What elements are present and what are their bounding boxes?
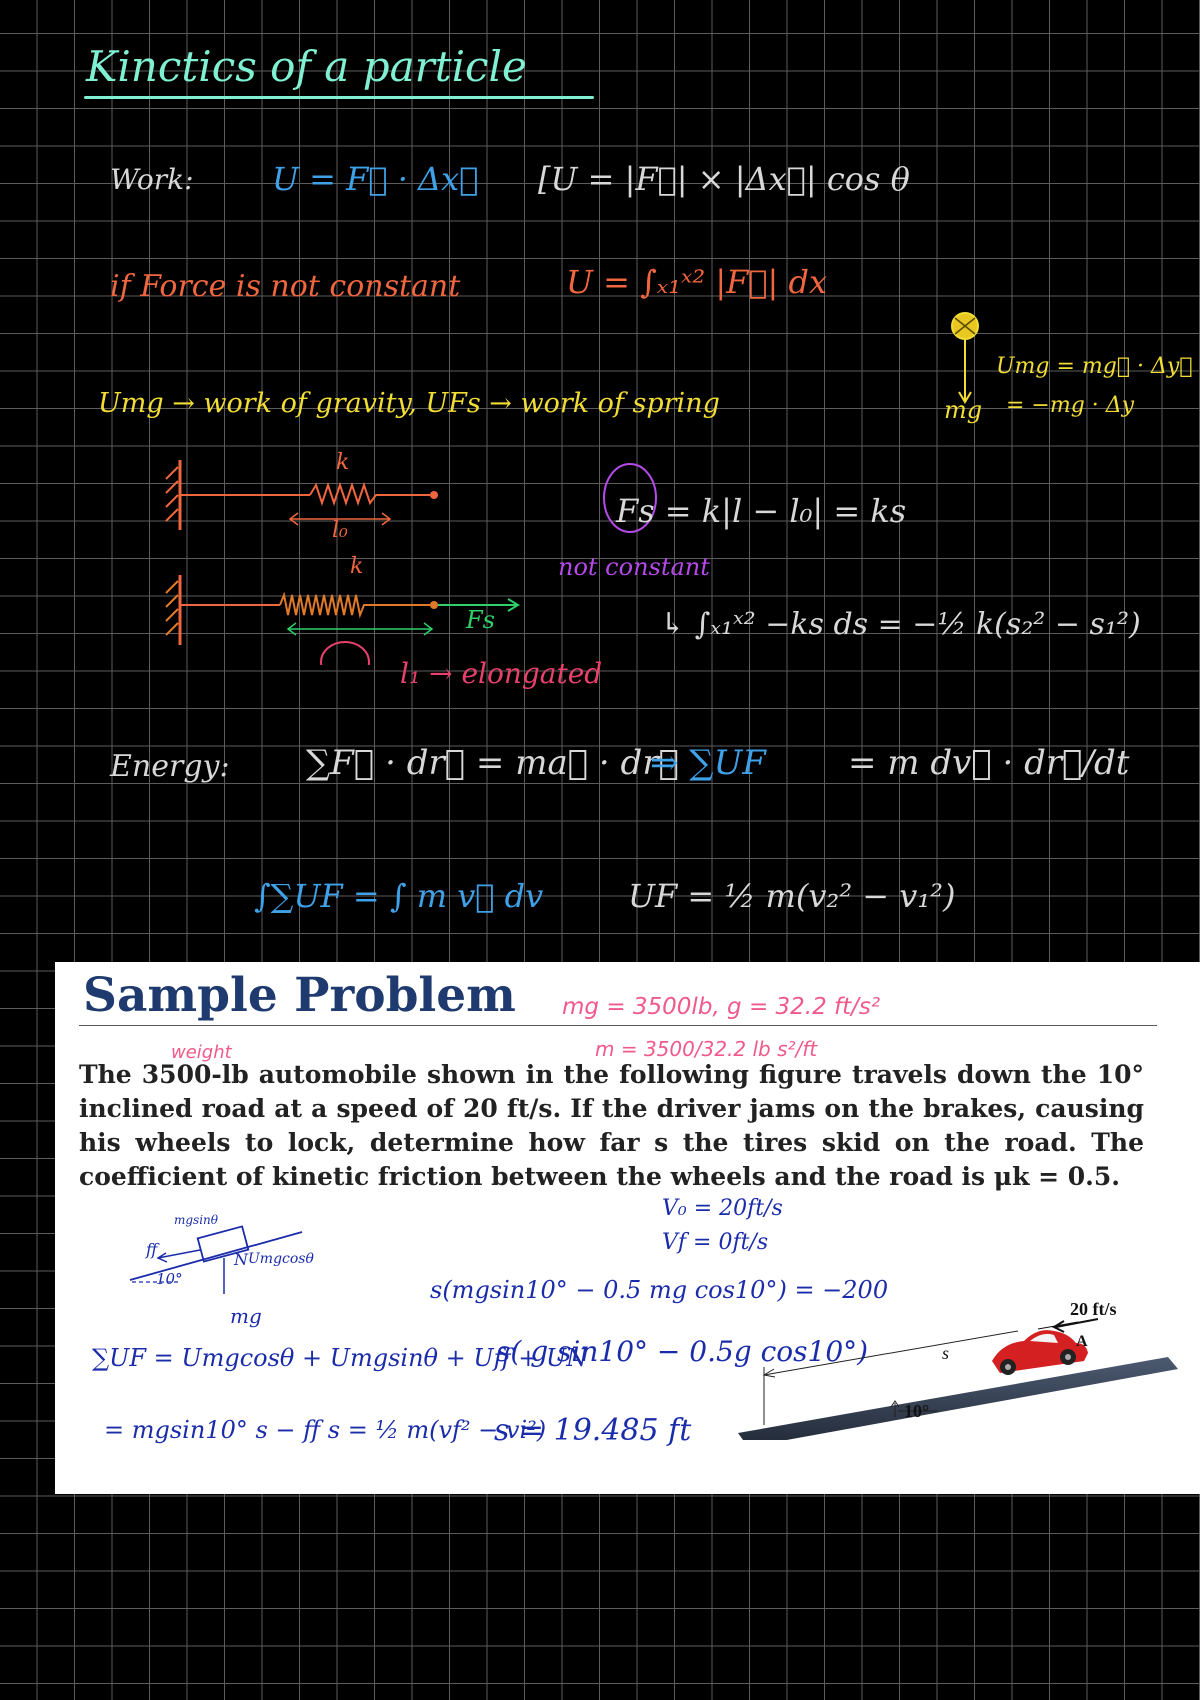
expanded-equation: = mgsin10° s − ff s = ½ m(vf² − vi²) <box>104 1416 547 1444</box>
energy-result: UF = ½ m(v₂² − v₁²) <box>628 877 956 915</box>
energy-equation-right: = m dv⃗ · dr⃗/dt <box>848 743 1130 783</box>
work-magnitude-equation: [U = |F⃗| × |Δx⃗| cos θ <box>538 160 910 198</box>
car-icon <box>992 1330 1088 1375</box>
skid-equation-2: s( g sin10° − 0.5g cos10°) <box>496 1335 869 1368</box>
incline-drawing <box>738 1305 1183 1440</box>
nonconstant-force-text: if Force is not constant <box>110 269 461 304</box>
mg-note: mg = 3500lb, g = 32.2 ft/s² <box>562 994 881 1020</box>
title-rule <box>79 1025 1157 1026</box>
gravity-work-equation: Umg = mg⃗ · Δy⃗ <box>996 354 1193 379</box>
final-velocity-note: Vf = 0ft/s <box>662 1230 769 1255</box>
problem-statement: The 3500-lb automobile shown in the following figure travels down the 10° inclined road at a speed of 20 ft/s. If the driver jams on the brakes, causing his wheels to lock, determine how far s the tires skid on the road. The coefficient of kinetic friction between the wheels and the road is μk = 0.5. <box>79 1060 1144 1191</box>
energy-label: Energy: <box>110 749 230 784</box>
energy-equation-middle: ⇒ ∑UF <box>650 743 766 783</box>
fbd-normal-label: N <box>234 1250 248 1269</box>
spring-k-label-1: k <box>336 450 350 475</box>
gravity-mg-label: mg <box>944 396 983 424</box>
spring-force-equation: Fs = k|l − l₀| = ks <box>616 492 907 530</box>
not-constant-label: not constant <box>558 553 710 581</box>
nonconstant-force-integral: U = ∫ₓ₁ˣ² |F⃗| dx <box>566 263 828 301</box>
spring-k-label-2: k <box>350 554 364 579</box>
work-types-line: Umg → work of gravity, UFs → work of spring <box>98 388 720 419</box>
figure-point-a-label: A <box>1076 1333 1088 1350</box>
sample-problem-title: Sample Problem <box>83 968 516 1023</box>
spring-l0-label: l₀ <box>332 518 348 543</box>
figure-s-label: s <box>942 1343 950 1363</box>
fbd-angle-label: 10° <box>156 1270 183 1288</box>
skid-distance-answer: s = 19.485 ft <box>494 1413 692 1448</box>
work-label: Work: <box>110 163 194 196</box>
mass-note: m = 3500/32.2 lb s²/ft <box>595 1037 818 1061</box>
initial-velocity-note: V₀ = 20ft/s <box>662 1196 783 1221</box>
fbd-mgsin-label: mgsinθ <box>174 1213 219 1227</box>
fbd-friction-label: ff <box>146 1240 158 1259</box>
fbd-mg-label: mg <box>230 1304 262 1328</box>
elongated-label: l₁ → elongated <box>400 657 603 690</box>
spring-force-label: Fs <box>466 606 495 634</box>
work-sum-equation: ∑UF = Umgcosθ + Umgsinθ + Uff + UN <box>92 1344 588 1372</box>
figure-angle-label: 10° <box>904 1401 930 1421</box>
energy-equation-left: ∑F⃗ · dr⃗ = ma⃗ · dr⃗ <box>306 743 679 783</box>
notes-title: Kinctics of a particle <box>86 42 527 91</box>
energy-integral: ∫∑UF = ∫ m v⃗ dv <box>254 877 544 915</box>
skid-equation-1: s(mgsin10° − 0.5 mg cos10°) = −200 <box>430 1276 889 1304</box>
spring-work-integral: ↳ ∫ₓ₁ˣ² −ks ds = −½ k(s₂² − s₁²) <box>660 607 1141 642</box>
fbd-mgcos-label: Umgcosθ <box>248 1251 314 1267</box>
figure-speed-label: 20 ft/s <box>1070 1299 1117 1319</box>
work-equation: U = F⃗ · Δx⃗ <box>272 160 479 198</box>
weight-note: weight <box>171 1042 232 1063</box>
gravity-work-result: = −mg · Δy <box>1006 393 1135 418</box>
car-incline-figure <box>738 1299 1183 1440</box>
title-underline <box>84 96 594 99</box>
